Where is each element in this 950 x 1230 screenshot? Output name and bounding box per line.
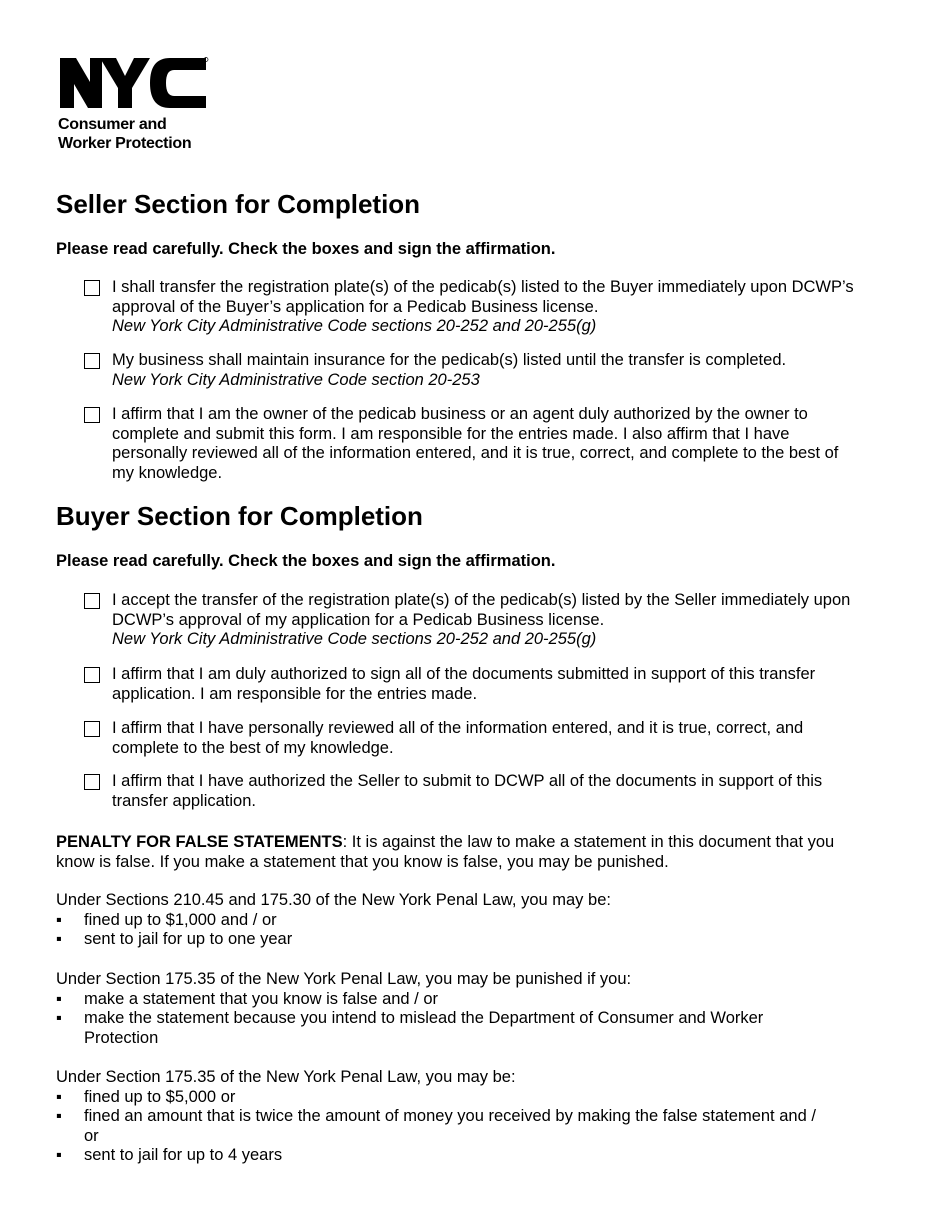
buyer-section-title: Buyer Section for Completion [56, 501, 423, 531]
agency-name [58, 115, 218, 153]
penalty-group-1 [56, 891, 856, 950]
buyer-check-item-4 [84, 772, 864, 811]
list-item: ▪ sent to jail for up to one year [56, 930, 293, 948]
seller-instruction: Please read carefully. Check the boxes and sign the affirmation. [56, 240, 556, 258]
penalty-statement [56, 833, 856, 872]
bullet-icon: ▪ [56, 910, 62, 929]
seller-item-3-text: I affirm that I am the owner of the pedicab business or an agent duly authorized by the owner to complete and submit this form. I am responsible for the entries made. I also affirm that I have personally reviewed all of the information entered, and it is true, correct, and complete to the best of my knowledge. [112, 405, 839, 482]
penalty-group-3-intro: Under Section 175.35 of the New York Penal Law, you may be: [56, 1068, 516, 1086]
seller-checkbox-1[interactable] [84, 280, 100, 296]
agency-name-line2: Worker Protection [58, 135, 192, 152]
buyer-item-1-citation: New York City Administrative Code sections 20-252 and 20-255(g) [112, 630, 597, 648]
penalty-text: : It is against the law to make a statement in this document that you know is false. If you make a statement that you know is false, you may be punished. [56, 833, 835, 871]
buyer-item-4-text: I affirm that I have authorized the Seller to submit to DCWP all of the documents in support of this transfer application. [112, 772, 823, 810]
buyer-item-1-text: I accept the transfer of the registration plate(s) of the pedicab(s) listed by the Seller immediately upon DCWP’s approval of my application for a Pedicab Business license. [112, 591, 851, 629]
buyer-check-item-3 [84, 719, 864, 758]
penalty-heading: PENALTY FOR FALSE STATEMENTS [56, 833, 343, 851]
list-item: ▪ make a statement that you know is false and / or [56, 989, 439, 1008]
agency-name-line1: Consumer and [58, 116, 167, 133]
list-item: ▪ sent to jail for up to 4 years [56, 1146, 283, 1164]
buyer-checkbox-3[interactable] [84, 721, 100, 737]
nyc-dcwp-logo [58, 56, 218, 153]
list-item: ▪ make the statement because you intend to mislead the Department of Consumer and Worker Protection [56, 1009, 764, 1047]
seller-checkbox-3[interactable] [84, 407, 100, 423]
bullet-icon: ▪ [56, 1107, 62, 1125]
penalty-group-2 [56, 970, 856, 1048]
list-item: ▪ fined up to $1,000 and / or [56, 910, 277, 929]
bullet-icon: ▪ [56, 1009, 62, 1027]
seller-item-1-citation: New York City Administrative Code sections 20-252 and 20-255(g) [112, 317, 597, 335]
buyer-checkbox-2[interactable] [84, 667, 100, 683]
buyer-check-item-2 [84, 665, 864, 704]
list-item: ▪ fined an amount that is twice the amount of money you received by making the false statement and / or [56, 1107, 816, 1145]
buyer-checkbox-1[interactable] [84, 593, 100, 609]
buyer-check-item-1 [84, 591, 864, 650]
list-item: ▪ fined up to $5,000 or [56, 1087, 236, 1106]
seller-check-item-1 [84, 278, 864, 337]
seller-check-item-3 [84, 405, 864, 483]
seller-item-1-text: I shall transfer the registration plate(s) of the pedicab(s) listed to the Buyer immediately upon DCWP’s approval of the Buyer’s application for a Pedicab Business license. [112, 278, 854, 316]
penalty-group-1-intro: Under Sections 210.45 and 175.30 of the New York Penal Law, you may be: [56, 891, 611, 909]
bullet-icon: ▪ [56, 989, 62, 1008]
seller-checkbox-2[interactable] [84, 353, 100, 369]
buyer-item-2-text: I affirm that I am duly authorized to sign all of the documents submitted in support of this transfer application. I am responsible for the entries made. [112, 665, 816, 703]
penalty-group-3 [56, 1068, 856, 1166]
bullet-icon: ▪ [56, 930, 62, 948]
penalty-group-2-intro: Under Section 175.35 of the New York Penal Law, you may be punished if you: [56, 970, 632, 988]
bullet-icon: ▪ [56, 1146, 62, 1164]
bullet-icon: ▪ [56, 1087, 62, 1106]
buyer-item-3-text: I affirm that I have personally reviewed all of the information entered, and it is true, correct, and complete to the best of my knowledge. [112, 719, 804, 757]
nyc-logo-icon [58, 56, 210, 110]
buyer-instruction: Please read carefully. Check the boxes and sign the affirmation. [56, 552, 556, 570]
seller-section-title: Seller Section for Completion [56, 189, 421, 219]
buyer-checkbox-4[interactable] [84, 774, 100, 790]
seller-item-2-citation: New York City Administrative Code section 20-253 [112, 370, 480, 389]
seller-check-item-2 [84, 351, 864, 390]
seller-item-2-text: My business shall maintain insurance for the pedicab(s) listed until the transfer is completed. [112, 351, 787, 369]
